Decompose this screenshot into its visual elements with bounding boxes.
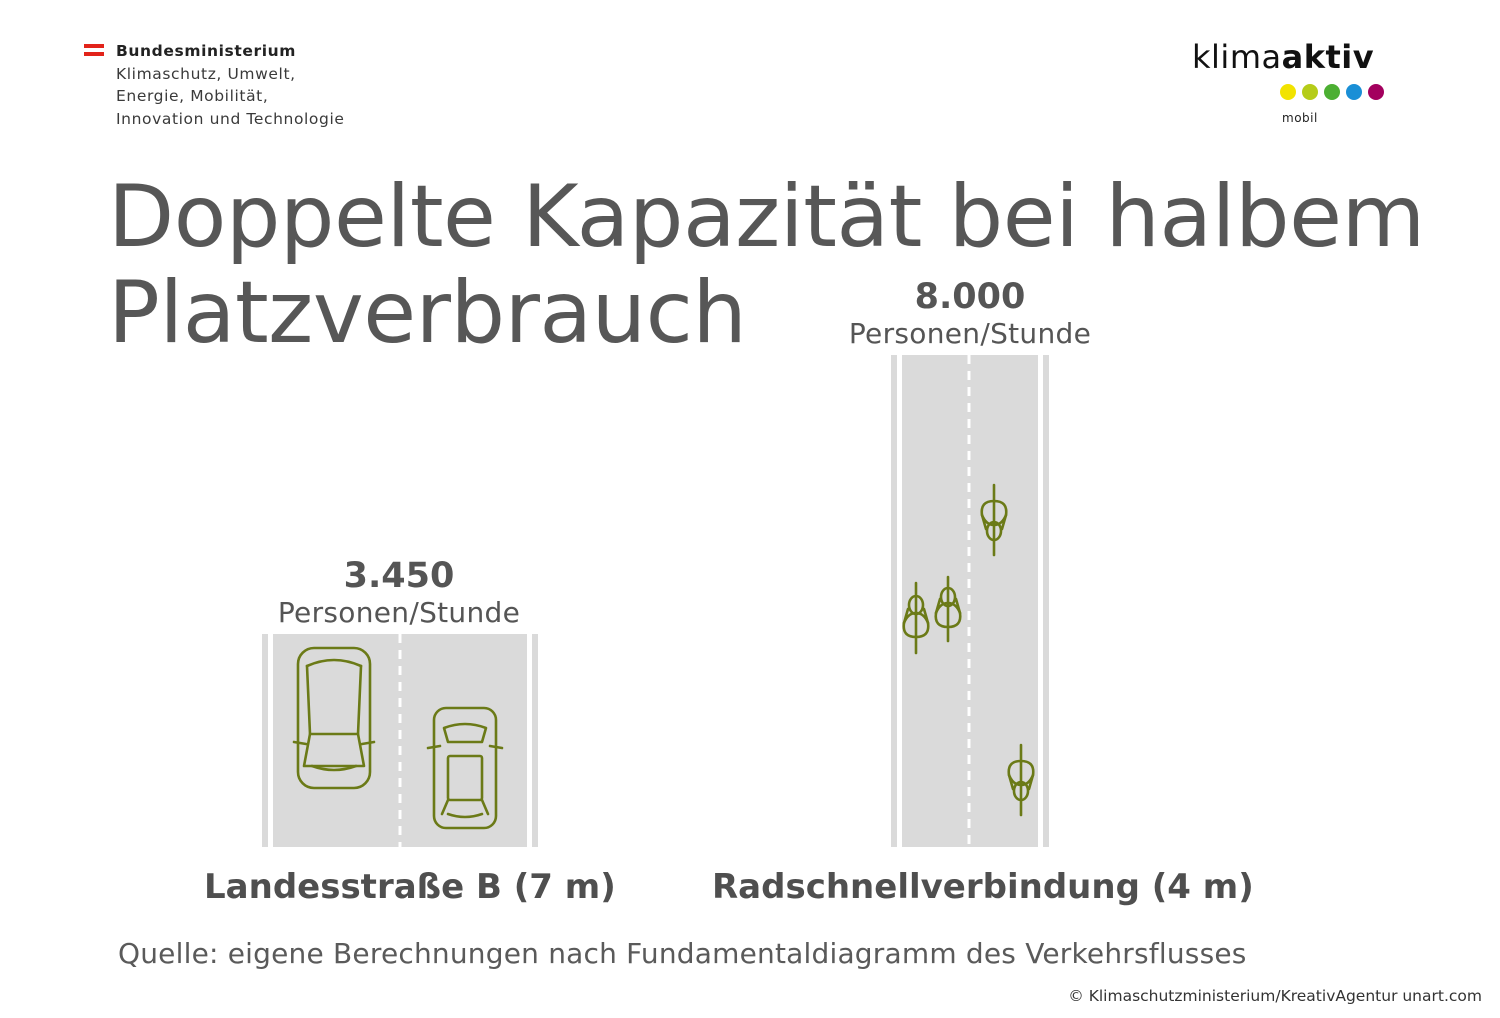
logo-dot-blue bbox=[1346, 84, 1362, 100]
left-capacity-unit: Personen/Stunde bbox=[277, 596, 521, 629]
austrian-flag-stripe-top bbox=[84, 44, 104, 48]
left-capacity-value: 3.450 bbox=[343, 556, 455, 596]
radschnell-road-drawing bbox=[891, 355, 1049, 847]
wordmark-bold: aktiv bbox=[1281, 38, 1375, 76]
headline-line-1: Doppelte Kapazität bei halbem bbox=[108, 167, 1425, 267]
right-capacity-unit: Personen/Stunde bbox=[848, 317, 1092, 350]
logo-dot-purple bbox=[1368, 84, 1384, 100]
ministry-name bbox=[116, 40, 476, 130]
ministry-line-2: Klimaschutz, Umwelt, bbox=[116, 64, 296, 83]
bicycle-icon bbox=[982, 485, 1007, 555]
source-note: Quelle: eigene Berechnungen nach Fundamentaldiagramm des Verkehrsflusses bbox=[118, 937, 1247, 970]
bicycle-icon bbox=[904, 583, 929, 653]
logo-dot-lime bbox=[1302, 84, 1318, 100]
landstrasse-road-drawing bbox=[262, 634, 538, 847]
right-capacity-value: 8.000 bbox=[914, 277, 1026, 317]
car-icon bbox=[294, 648, 374, 788]
radschnellverbindung-road bbox=[891, 355, 1049, 847]
ministry-line-4: Innovation und Technologie bbox=[116, 109, 345, 128]
bicycle-icon bbox=[1009, 745, 1034, 815]
logo-subtitle: mobil bbox=[1282, 111, 1318, 125]
headline-line-2: Platzverbrauch bbox=[108, 263, 747, 363]
wordmark-light: klima bbox=[1192, 38, 1282, 76]
bicycle-icon bbox=[936, 577, 961, 641]
copyright-note: © Klimaschutzministerium/KreativAgentur unart.com bbox=[1068, 987, 1482, 1005]
austrian-flag-stripe-bottom bbox=[84, 52, 104, 56]
radschnellverbindung-label: Radschnellverbindung (4 m) bbox=[712, 867, 1254, 907]
logo-dot-green bbox=[1324, 84, 1340, 100]
ministry-line-3: Energie, Mobilität, bbox=[116, 87, 269, 105]
car-icon bbox=[428, 708, 502, 828]
landstrasse-road bbox=[262, 634, 538, 847]
landstrasse-label: Landesstraße B (7 m) bbox=[204, 867, 616, 907]
klimaaktiv-wordmark bbox=[1192, 38, 1374, 76]
klimaaktiv-logo bbox=[1190, 38, 1410, 133]
logo-dot-yellow bbox=[1280, 84, 1296, 100]
ministry-line-1: Bundesministerium bbox=[116, 42, 297, 60]
